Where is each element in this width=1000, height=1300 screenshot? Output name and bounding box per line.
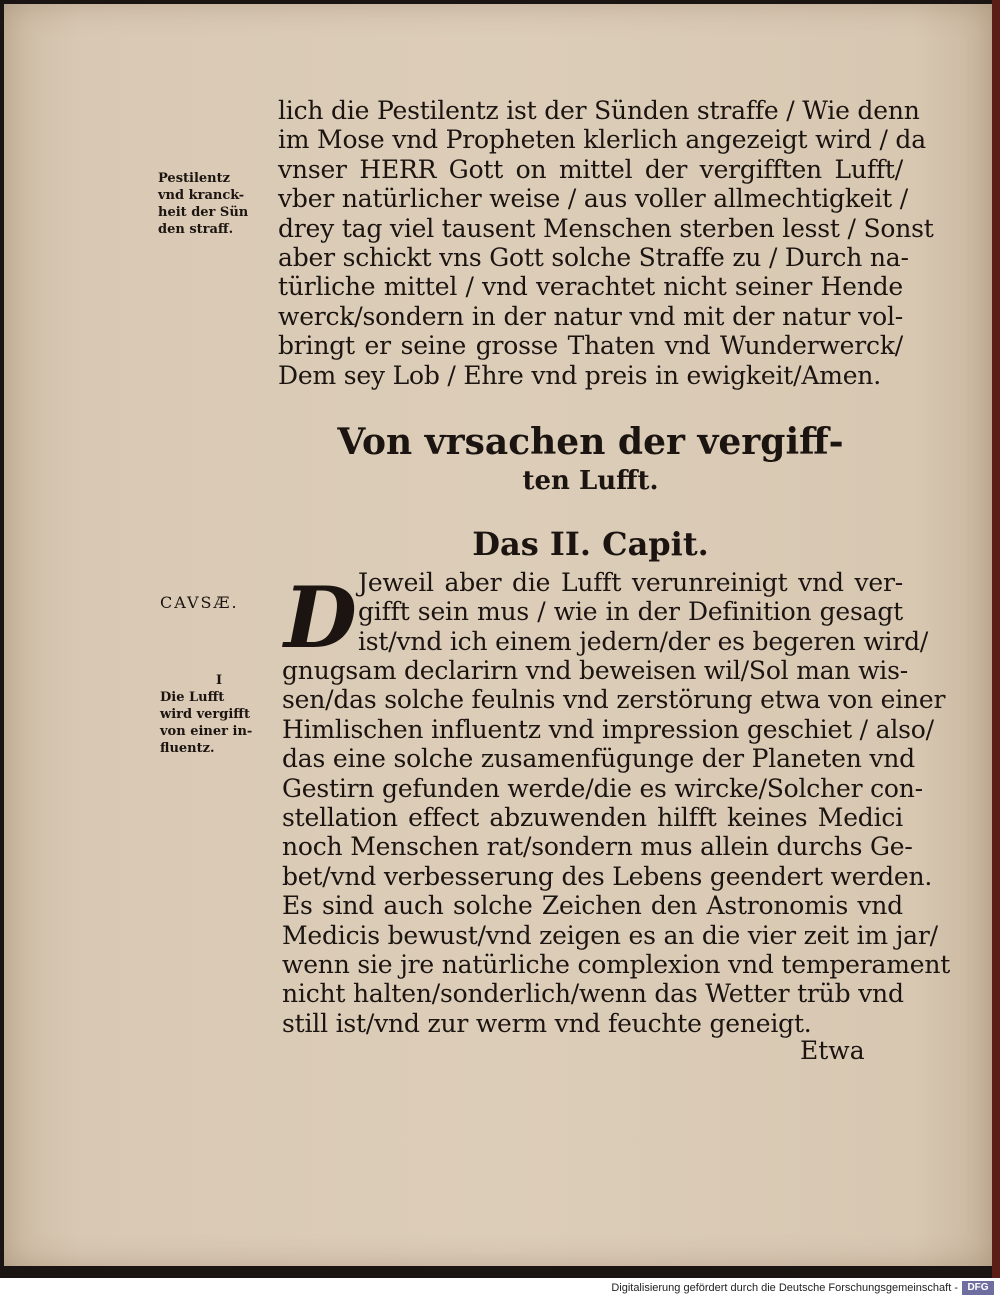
margin-line: heit der Sün xyxy=(158,205,249,220)
text-line: drey tag viel tausent Menschen sterben lesst / Sonst xyxy=(278,213,934,243)
text-line: bet/vnd verbesserung des Lebens geendert werden. xyxy=(282,861,933,891)
text-line: noch Menschen rat/sondern mus allein durchs Ge- xyxy=(282,832,913,862)
margin-line: wird vergifft xyxy=(160,707,250,722)
catchword: Etwa xyxy=(800,1036,865,1065)
text-line: das eine solche zusamenfügunge der Planeten vnd xyxy=(282,744,915,774)
margin-line: vnd kranck- xyxy=(158,188,245,203)
margin-causae xyxy=(160,594,239,611)
margin-line: CAVSÆ. xyxy=(160,593,239,612)
text-line: Es sind auch solche Zeichen den Astronomis vnd xyxy=(282,891,903,921)
footer-credit: Digitalisierung gefördert durch die Deutsche Forschungsgemeinschaft - xyxy=(611,1282,958,1294)
text-line: Jeweil aber die Lufft verunreinigt vnd ver- xyxy=(358,568,903,597)
chapter-heading xyxy=(278,524,903,564)
drop-cap: D xyxy=(284,568,357,667)
heading-line: ten Lufft. xyxy=(522,466,659,496)
text-line: Medicis bewust/vnd zeigen es an die vier zeit im jar/ xyxy=(282,920,938,950)
book-edge xyxy=(992,0,1000,1278)
text-line: wenn sie jre natürliche complexion vnd temperament xyxy=(282,950,951,980)
heading-line: Von vrsachen der vergiff- xyxy=(337,421,844,463)
margin-line: Pestilentz xyxy=(158,171,231,186)
text-line: vnser HERR Gott on mittel der vergifften Lufft/ xyxy=(278,154,903,184)
margin-line: den straff. xyxy=(158,222,234,237)
text-line: sen/das solche feulnis vnd zerstörung etwa von einer xyxy=(282,685,946,715)
text-line: lich die Pestilentz ist der Sünden straffe / Wie denn xyxy=(278,96,920,125)
chapter-title: Das II. Capit. xyxy=(472,525,709,563)
text-line: türliche mittel / vnd verachtet nicht seiner Hende xyxy=(278,272,903,302)
margin-line: fluentz. xyxy=(160,741,215,756)
text-line: im Mose vnd Propheten klerlich angezeigt wird / da xyxy=(278,125,926,155)
margin-line: von einer in- xyxy=(160,724,253,739)
body-text-paragraph-2-indented xyxy=(358,568,929,656)
text-line: aber schickt vns Gott solche Straffe zu / Durch na- xyxy=(278,243,909,273)
text-line: vber natürlicher weise / aus voller allmechtigkeit / xyxy=(278,184,908,214)
text-line: Gestirn gefunden werde/die es wircke/Solcher con- xyxy=(282,773,923,803)
text-line: ist/vnd ich einem jedern/der es begeren wird/ xyxy=(358,626,929,656)
margin-line: I xyxy=(216,673,223,688)
text-line: werck/sondern in der natur vnd mit der natur vol- xyxy=(278,301,903,331)
margin-note-pestilentz xyxy=(158,170,248,238)
text-line: bringt er seine grosse Thaten vnd Wunderwerck/ xyxy=(278,331,903,361)
section-heading xyxy=(278,420,903,498)
text-line: Dem sey Lob / Ehre vnd preis in ewigkeit/Amen. xyxy=(278,360,881,390)
dfg-logo-icon: DFG xyxy=(962,1281,994,1295)
body-text-paragraph-1 xyxy=(278,96,934,390)
margin-note-lufft xyxy=(160,672,252,757)
body-text-paragraph-2 xyxy=(282,656,951,1038)
text-line: still ist/vnd zur werm vnd feuchte geneigt. xyxy=(282,1008,812,1038)
footer-bar xyxy=(0,1278,1000,1300)
text-line: gnugsam declarirn vnd beweisen wil/Sol man wis- xyxy=(282,656,908,685)
margin-line: Die Lufft xyxy=(160,690,225,705)
text-line: nicht halten/sonderlich/wenn das Wetter trüb vnd xyxy=(282,979,904,1009)
text-line: gifft sein mus / wie in der Definition gesagt xyxy=(358,597,903,627)
text-line: Himlischen influentz vnd impression geschiet / also/ xyxy=(282,714,934,744)
text-line: stellation effect abzuwenden hilfft keines Medici xyxy=(282,803,903,833)
